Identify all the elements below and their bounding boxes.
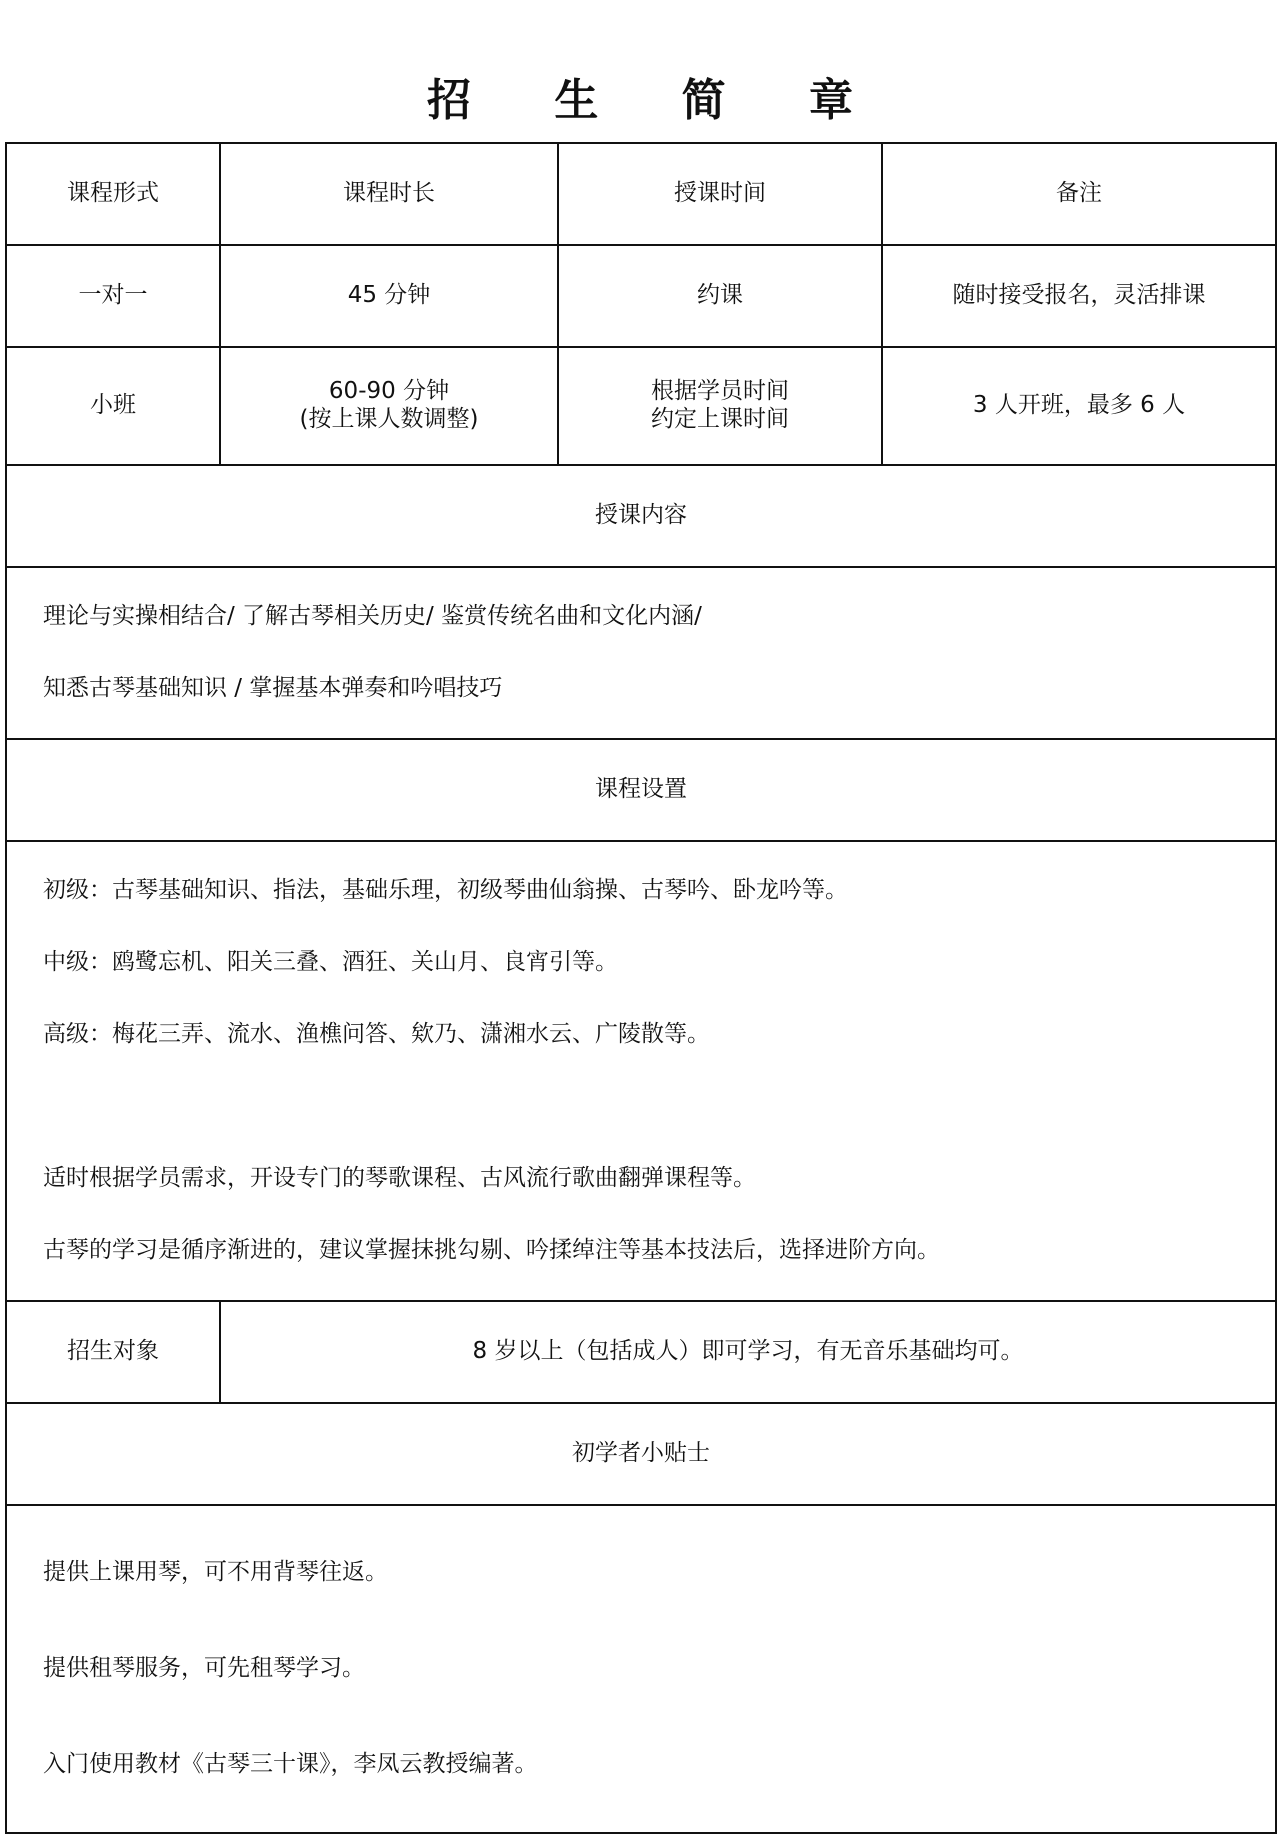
audience-row xyxy=(6,1301,1276,1403)
time-line: 约定上课时间 xyxy=(651,406,789,432)
table-header-row xyxy=(6,143,1276,245)
header-note: 备注 xyxy=(882,143,1276,245)
tips-body xyxy=(6,1505,1276,1833)
audience-label: 招生对象 xyxy=(6,1301,220,1403)
duration-cell: 45 分钟 xyxy=(220,245,558,347)
note-cell: 随时接受报名，灵活排课 xyxy=(882,245,1276,347)
extra-line: 古琴的学习是循序渐进的，建议掌握抹挑勾剔、吟揉绰注等基本技法后，选择进阶方向。 xyxy=(43,1237,940,1263)
curriculum-heading: 课程设置 xyxy=(6,739,1276,841)
spacer xyxy=(43,1070,1239,1142)
tip-item: 提供上课用琴，可不用背琴往返。 xyxy=(43,1559,388,1585)
tips-heading: 初学者小贴士 xyxy=(6,1403,1276,1505)
curriculum-row xyxy=(6,841,1276,1301)
tips-row xyxy=(6,1505,1276,1833)
content-row xyxy=(6,567,1276,739)
level-line: 中级：鸥鹭忘机、阳关三叠、酒狂、关山月、良宵引等。 xyxy=(43,949,618,975)
section-heading-row xyxy=(6,465,1276,567)
section-heading-row xyxy=(6,739,1276,841)
audience-value: 8 岁以上（包括成人）即可学习，有无音乐基础均可。 xyxy=(220,1301,1276,1403)
curriculum-body xyxy=(6,841,1276,1301)
content-line: 理论与实操相结合/ 了解古琴相关历史/ 鉴赏传统名曲和文化内涵/ xyxy=(43,603,702,629)
note-cell: 3 人开班，最多 6 人 xyxy=(882,347,1276,465)
table-row xyxy=(6,245,1276,347)
table-row xyxy=(6,347,1276,465)
content-line: 知悉古琴基础知识 / 掌握基本弹奏和吟唱技巧 xyxy=(43,675,503,701)
content-body xyxy=(6,567,1276,739)
header-duration: 课程时长 xyxy=(220,143,558,245)
duration-line: 60-90 分钟 xyxy=(328,378,450,405)
time-cell: 约课 xyxy=(558,245,882,347)
time-cell xyxy=(558,347,882,465)
format-cell: 小班 xyxy=(6,347,220,465)
duration-line: (按上课人数调整) xyxy=(299,406,479,432)
time-line: 根据学员时间 xyxy=(651,378,789,405)
level-line: 初级：古琴基础知识、指法，基础乐理，初级琴曲仙翁操、古琴吟、卧龙吟等。 xyxy=(43,877,848,903)
header-format: 课程形式 xyxy=(6,143,220,245)
duration-cell xyxy=(220,347,558,465)
level-line: 高级：梅花三弄、流水、渔樵问答、欸乃、潇湘水云、广陵散等。 xyxy=(43,1021,710,1047)
content-heading: 授课内容 xyxy=(6,465,1276,567)
section-heading-row xyxy=(6,1403,1276,1505)
extra-line: 适时根据学员需求，开设专门的琴歌课程、古风流行歌曲翻弹课程等。 xyxy=(43,1165,756,1191)
enrollment-table xyxy=(5,142,1277,1834)
format-cell: 一对一 xyxy=(6,245,220,347)
tip-item: 提供租琴服务，可先租琴学习。 xyxy=(43,1655,365,1681)
header-time: 授课时间 xyxy=(558,143,882,245)
tip-item: 入门使用教材《古琴三十课》，李凤云教授编著。 xyxy=(43,1751,538,1777)
page-title: 招 生 简 章 xyxy=(427,75,887,126)
